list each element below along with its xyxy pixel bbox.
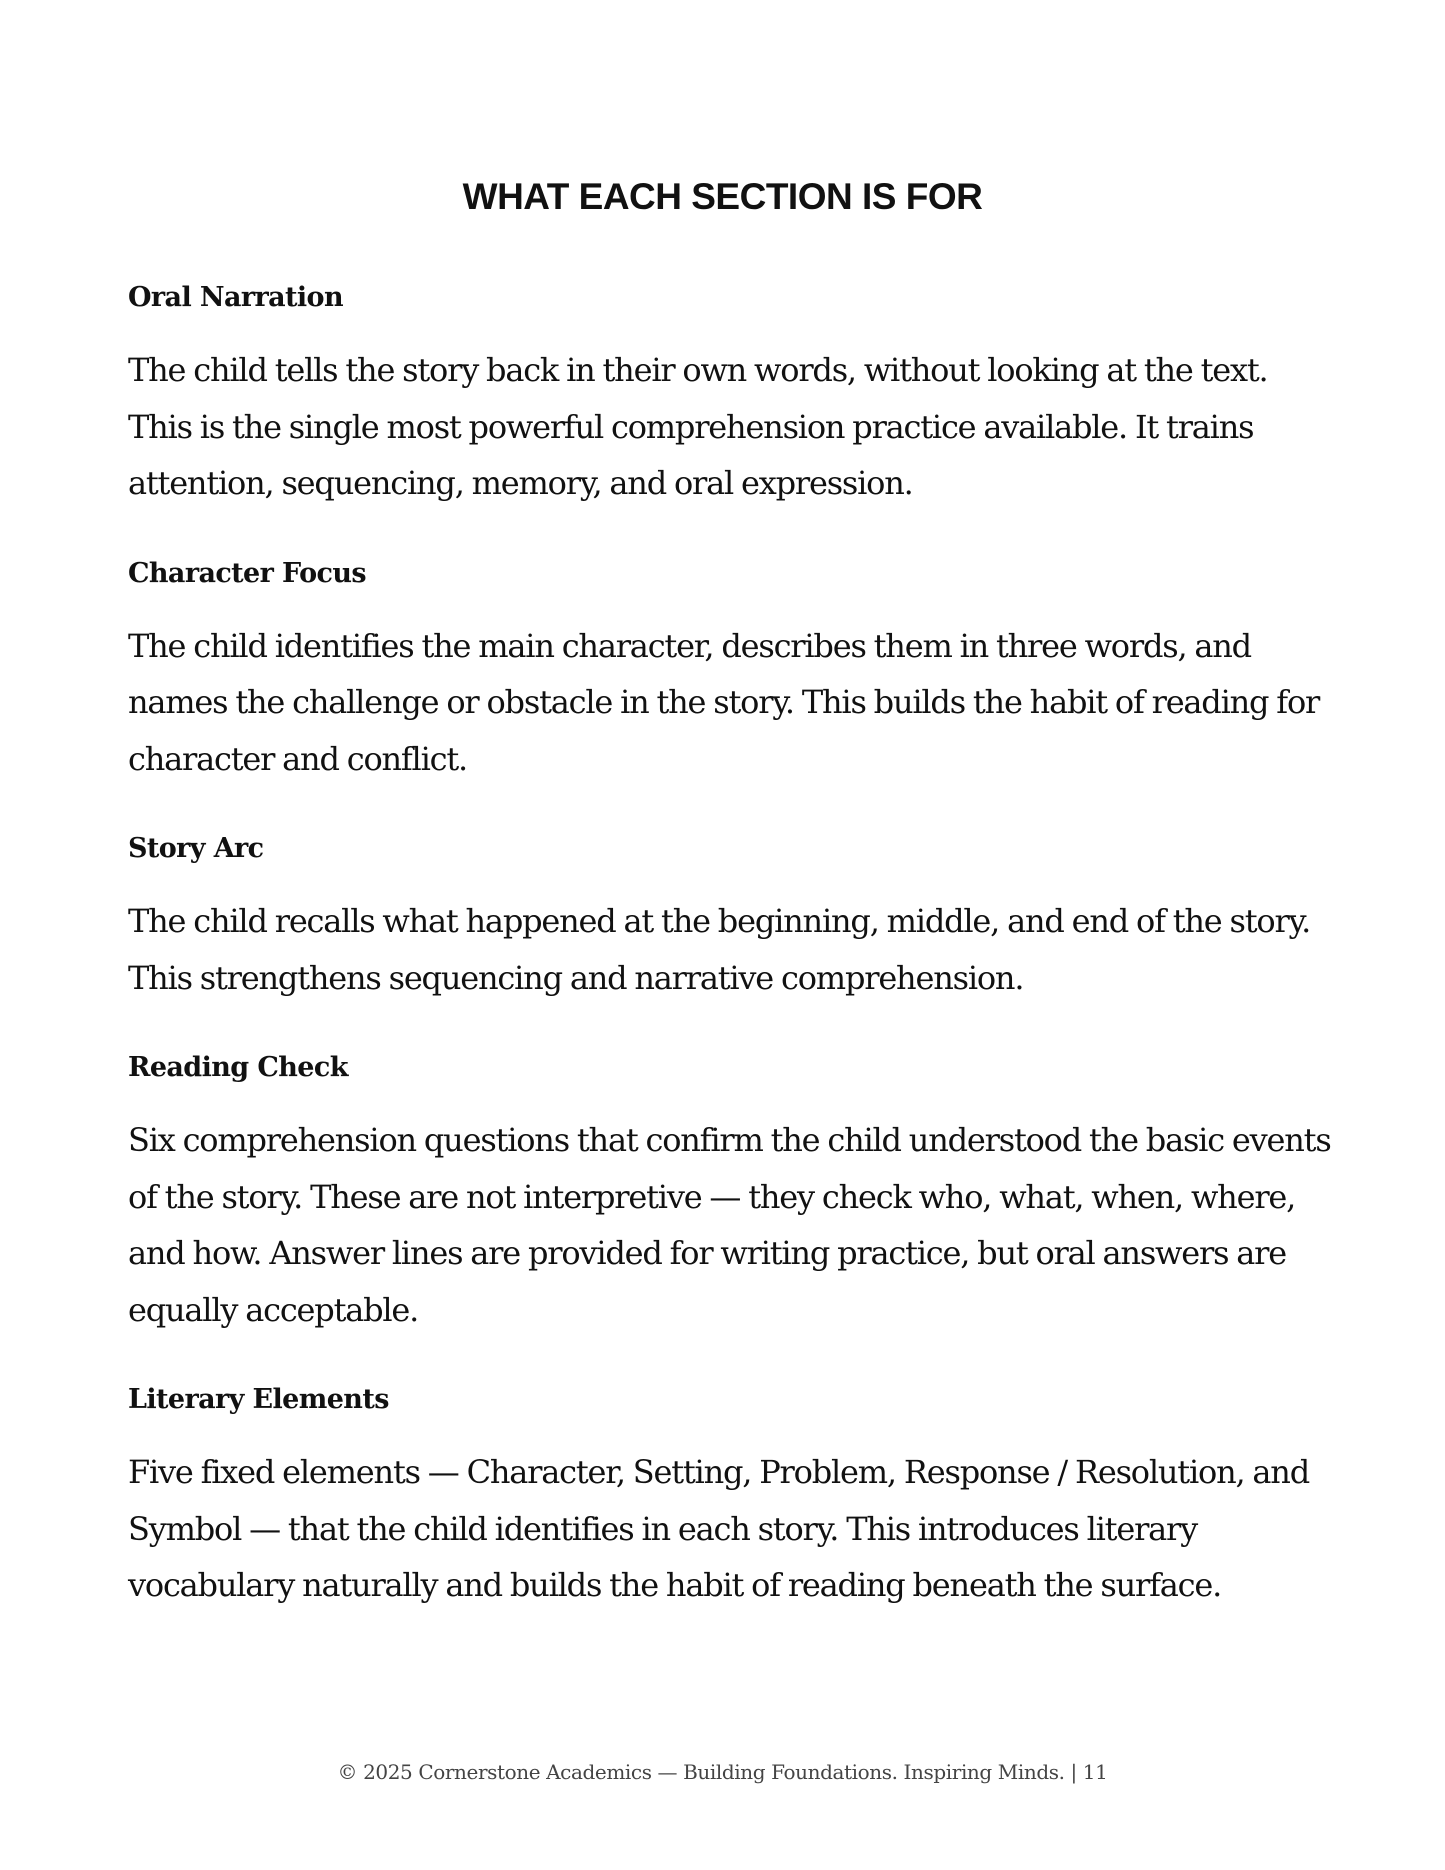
section-body: Six comprehension questions that confirm the child understood the basic events of the story. These are not interpretive — they check who, what, when, where, and how. Answer lines are provided for writing practice, but oral answers are equally acceptable.: [128, 1121, 1331, 1329]
page-title: WHAT EACH SECTION IS FOR: [462, 176, 983, 217]
section-body: The child tells the story back in their own words, without looking at the text. This is the single most powerful comprehension practice available. It trains attention, sequencing, memory, and oral expression.: [128, 351, 1268, 502]
section-story-arc: [128, 829, 1338, 1006]
section-reading-check: [128, 1048, 1338, 1338]
section-body: The child identifies the main character, describes them in three words, and names the challenge or obstacle in the story. This builds the habit of reading for character and conflict.: [128, 626, 1320, 778]
section-body: The child recalls what happened at the beginning, middle, and end of the story. This strengthens sequencing and narrative comprehension.: [128, 902, 1311, 997]
section-heading: Story Arc: [128, 833, 264, 864]
section-heading: Reading Check: [128, 1052, 348, 1083]
section-character-focus: [128, 554, 1338, 788]
section-heading: Oral Narration: [128, 282, 343, 313]
section-list: [128, 278, 1338, 1656]
section-oral-narration: [128, 278, 1338, 512]
section-heading: Character Focus: [128, 557, 367, 589]
page-footer: © 2025 Cornerstone Academics — Building Foundations. Inspiring Minds. | 11: [337, 1760, 1108, 1784]
section-literary-elements: [128, 1380, 1338, 1614]
section-body: Five fixed elements — Character, Setting, Problem, Response / Resolution, and Symbol — that the child identifies in each story. This introduces literary vocabulary naturally and builds the habit of reading beneath the surface.: [128, 1453, 1309, 1604]
section-heading: Literary Elements: [128, 1384, 389, 1415]
